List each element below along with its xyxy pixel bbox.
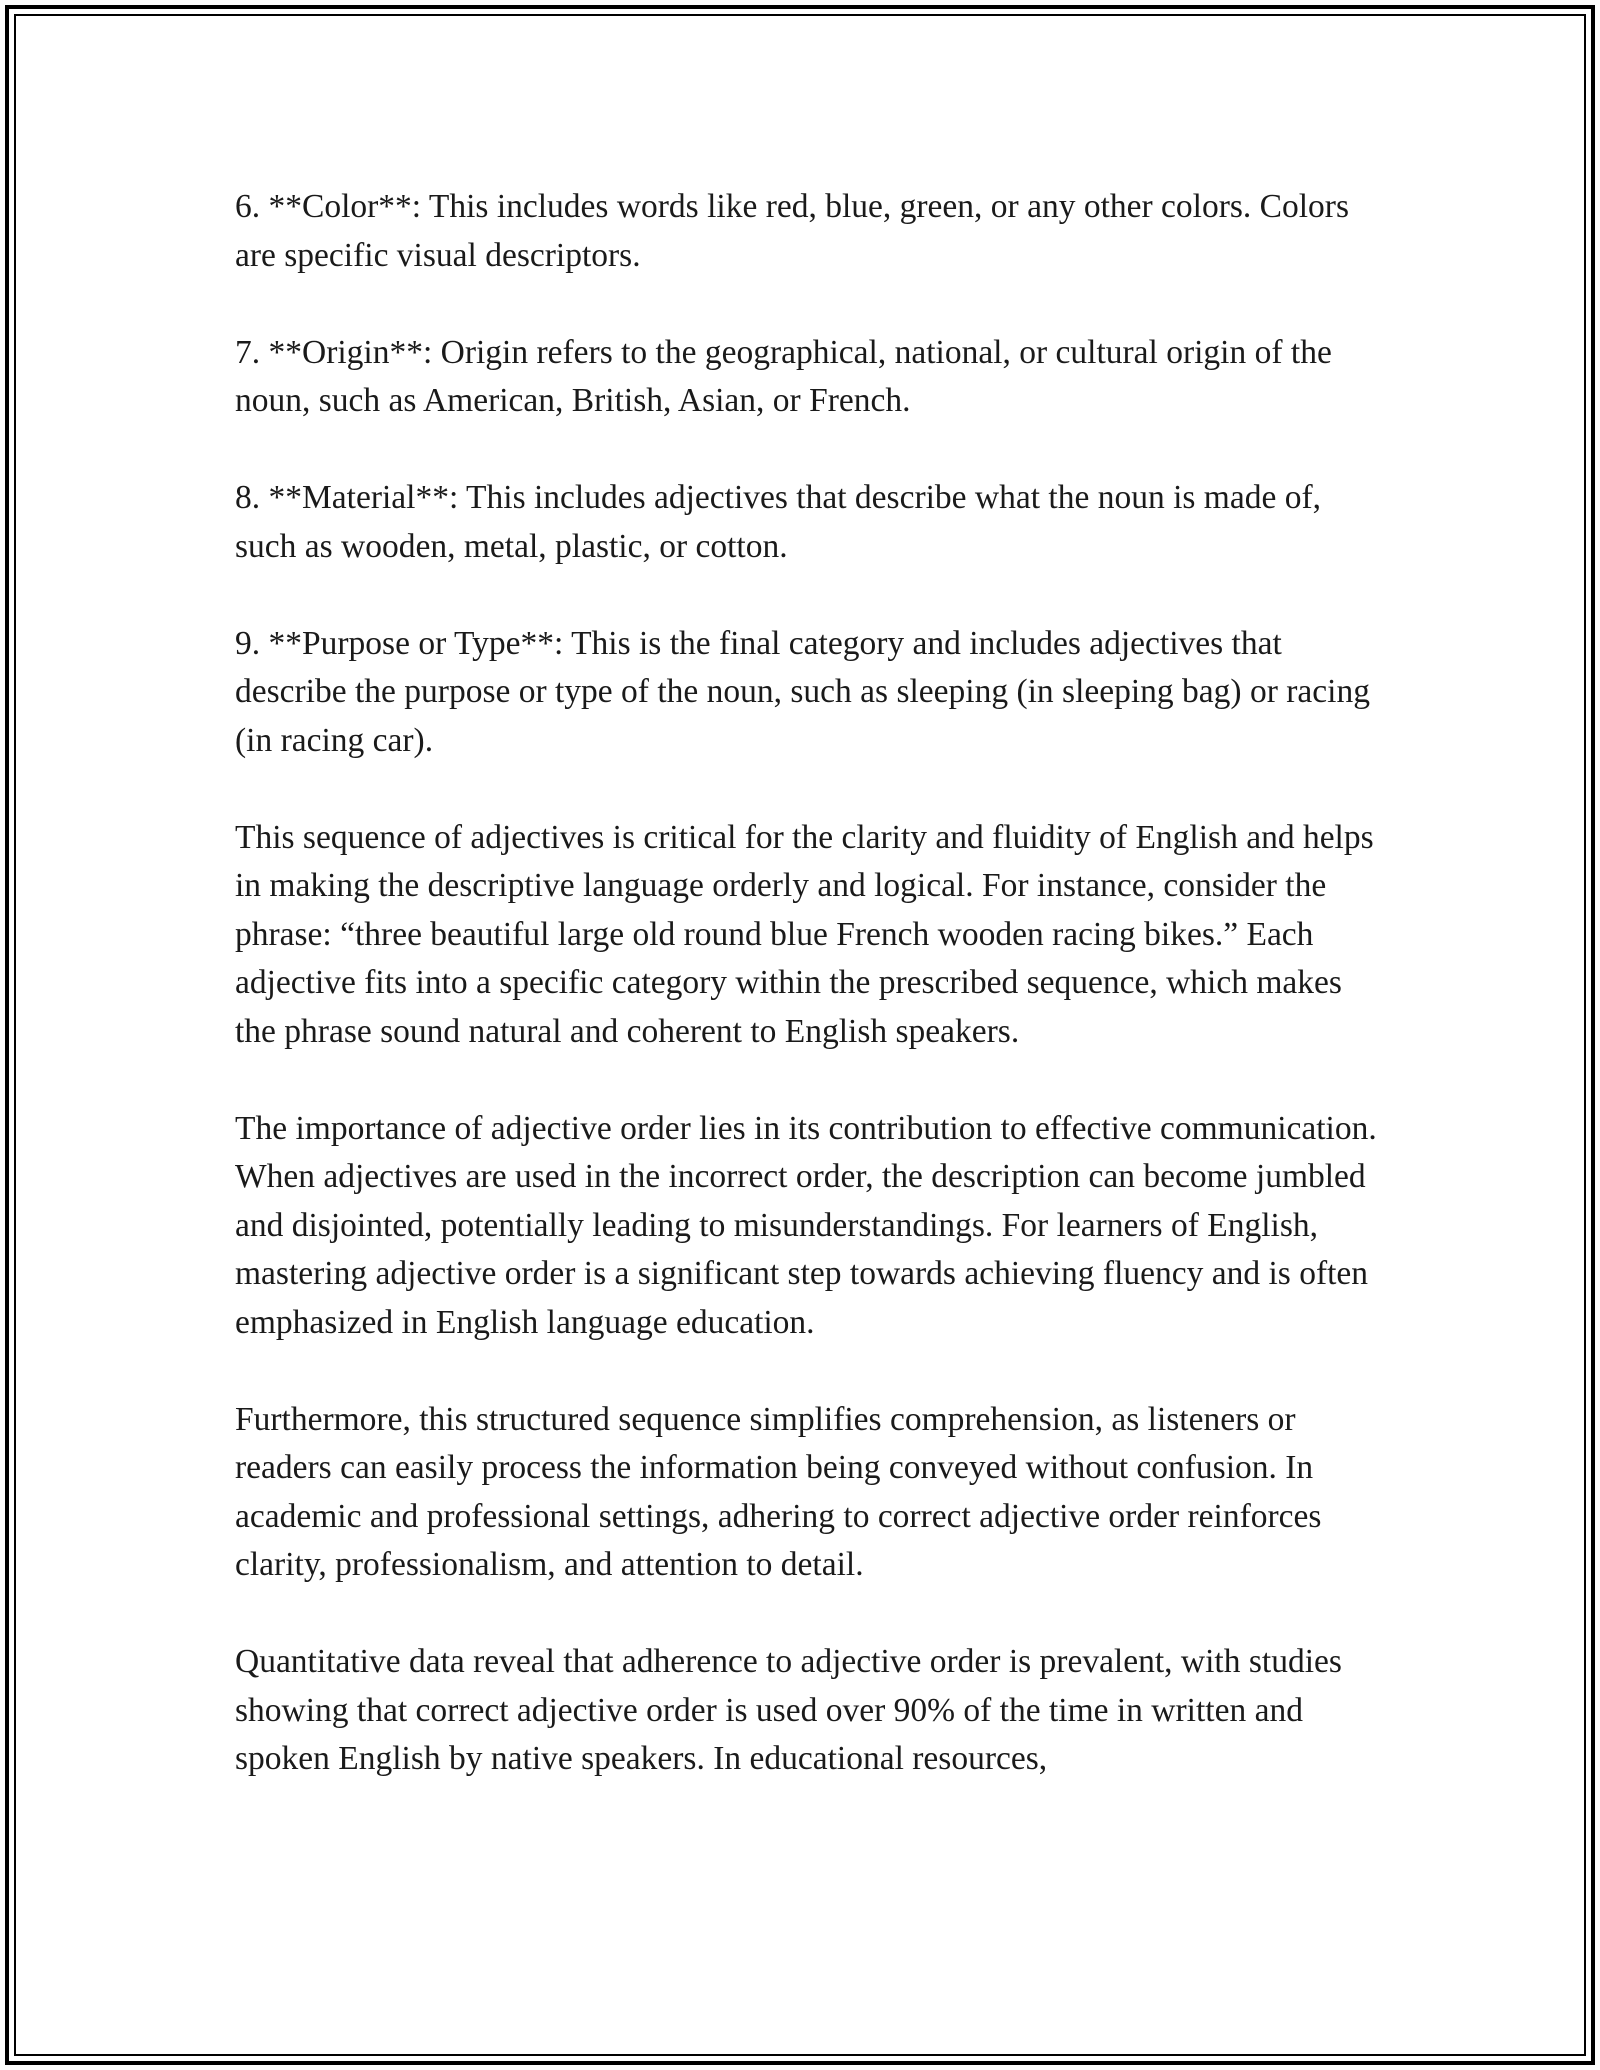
paragraph-importance: The importance of adjective order lies in its contribution to effective communication. When adjectives are used in the incorrect order, the description can become jumbled and disjointed, potentially leading to misunderstandings. For learners of English, mastering adjective order is a significant step towards achieving fluency and is often emphasized in English language education. bbox=[235, 1109, 1377, 1341]
paragraph-color: 6. **Color**: This includes words like red, blue, green, or any other colors. Colors are specific visual descriptors. bbox=[235, 188, 1349, 274]
paragraph-material: 8. **Material**: This includes adjectives that describe what the noun is made of, such as wooden, metal, plastic, or cotton. bbox=[235, 479, 1321, 565]
document-body bbox=[235, 183, 1380, 1784]
paragraph-comprehension: Furthermore, this structured sequence simplifies comprehension, as listeners or readers can easily process the information being conveyed without confusion. In academic and professional settings, adhering to correct adjective order reinforces clarity, professionalism, and attention to detail. bbox=[235, 1400, 1322, 1583]
paragraph-quantitative-data: Quantitative data reveal that adherence to adjective order is prevalent, with studies showing that correct adjective order is used over 90% of the time in written and spoken English by native speakers. In educational resources, bbox=[235, 1643, 1342, 1777]
paragraph-sequence-example: This sequence of adjectives is critical for the clarity and fluidity of English and helps in making the descriptive language orderly and logical. For instance, consider the phrase: “three beautiful large old round blue French wooden racing bikes.” Each adjective fits into a specific category within the prescribed sequence, which makes the phrase sound natural and coherent to English speakers. bbox=[235, 818, 1374, 1050]
paragraph-purpose-or-type: 9. **Purpose or Type**: This is the final category and includes adjectives that describe the purpose or type of the noun, such as sleeping (in sleeping bag) or racing (in racing car). bbox=[235, 624, 1370, 759]
paragraph-origin: 7. **Origin**: Origin refers to the geographical, national, or cultural origin of the noun, such as American, British, Asian, or French. bbox=[235, 333, 1332, 419]
